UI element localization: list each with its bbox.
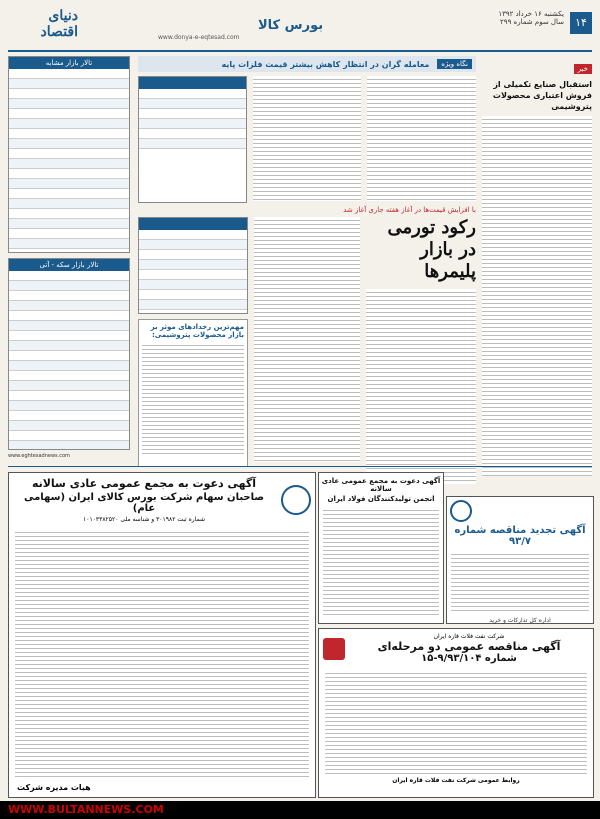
top-headline: معامله گران در انتظار کاهش بیشتر قیمت فلزات پایه	[221, 59, 430, 69]
right-column	[482, 56, 592, 461]
page-footer	[0, 801, 600, 819]
footer-site: WWW.BULTANNEWS.COM	[8, 803, 164, 816]
header-contact: www.donya-e-eqtesad.com	[158, 34, 240, 41]
ad1-title: آگهی دعوت به مجمع عمومی عادی سالانه	[31, 477, 257, 490]
special-tag: نگاه ویژه	[437, 59, 472, 69]
ad1-registration: شماره ثبت ۳۰۱۹۸۲ و شناسه ملی ۱۰۱۰۳۳۸۲۵۲۰	[83, 516, 205, 523]
ad3-footer: اداره کل تدارکات و خرید	[489, 617, 551, 624]
right-article-body	[482, 116, 592, 476]
newspaper-logo: دنیای اقتصاد	[40, 8, 78, 40]
ad4-title: آگهی مناقصه عمومی دو مرحله‌ای	[377, 640, 561, 653]
main-article-body-2	[254, 217, 360, 462]
ad-steel-producers-assembly	[318, 472, 444, 624]
center-column	[138, 56, 476, 461]
polymer-price-table	[138, 217, 248, 314]
ad2-subtitle: انجمن تولیدکنندگان فولاد ایران	[327, 495, 435, 503]
market-table-1-title: تالار بازار مشابه	[9, 57, 129, 69]
metals-table	[138, 76, 247, 203]
top-article-body-1	[367, 76, 476, 201]
ad4-company: شرکت نفت فلات قاره ایران	[433, 633, 505, 640]
page-number: ۱۴	[570, 12, 592, 34]
market-table-2	[8, 258, 130, 450]
market-table-2-title: تالار بازار سکه - آتی	[9, 259, 129, 271]
ad1-footer: هیات مدیره شرکت	[17, 783, 91, 792]
ad-oil-company-tender	[318, 628, 594, 798]
ad1-body	[15, 529, 309, 779]
ad-tender-renewal	[446, 496, 594, 624]
section-divider	[8, 466, 592, 467]
company-seal-icon	[281, 485, 311, 515]
main-headline: رکود تورمی در بازار پلیمرها	[387, 217, 476, 282]
top-article-body-2	[253, 76, 362, 201]
main-article-body-1	[366, 289, 476, 484]
ad3-title: آگهی تجدید مناقصه شماره ۹۳/۷	[454, 525, 586, 547]
right-article-title: استقبال صنایع تکمیلی از فروش اعتباری محصولات پتروشیمی	[492, 80, 592, 111]
left-column	[8, 56, 130, 461]
market-table-1	[8, 56, 130, 253]
news-label: خبر	[574, 64, 592, 74]
ad4-number: شماره ۹/۹۳/۱۰۴-۱۵	[421, 653, 517, 664]
ad4-body	[325, 670, 587, 775]
website-credit: www.eghtesadnews.com	[8, 453, 70, 459]
ad1-subtitle: صاحبان سهام شرکت بورس کالای ایران (سهامی عام)	[23, 492, 265, 514]
ad2-body	[323, 507, 439, 617]
ad-general-assembly-commodity-exchange	[8, 472, 316, 798]
ad3-body	[451, 551, 589, 613]
issue-date: یکشنبه ۱۶ خرداد ۱۳۹۲	[498, 10, 564, 18]
agency-logo-icon	[450, 500, 472, 522]
ad2-title: آگهی دعوت به مجمع عمومی عادی سالانه	[321, 477, 441, 493]
events-box-title: مهم‌ترین رخدادهای موثر بر بازار محصولات پتروشیمی:	[150, 323, 244, 339]
oil-company-logo-icon	[323, 638, 345, 660]
ad4-footer: روابط عمومی شرکت نفت فلات قاره ایران	[392, 777, 520, 784]
issue-number: سال سوم شماره ۲۹۹	[500, 18, 564, 26]
main-kicker: با افزایش قیمت‌ها در آغاز هفته جاری آغاز شد	[343, 206, 476, 214]
page-header	[8, 6, 592, 52]
section-title: بورس کالا	[258, 18, 324, 33]
events-box	[138, 319, 248, 467]
